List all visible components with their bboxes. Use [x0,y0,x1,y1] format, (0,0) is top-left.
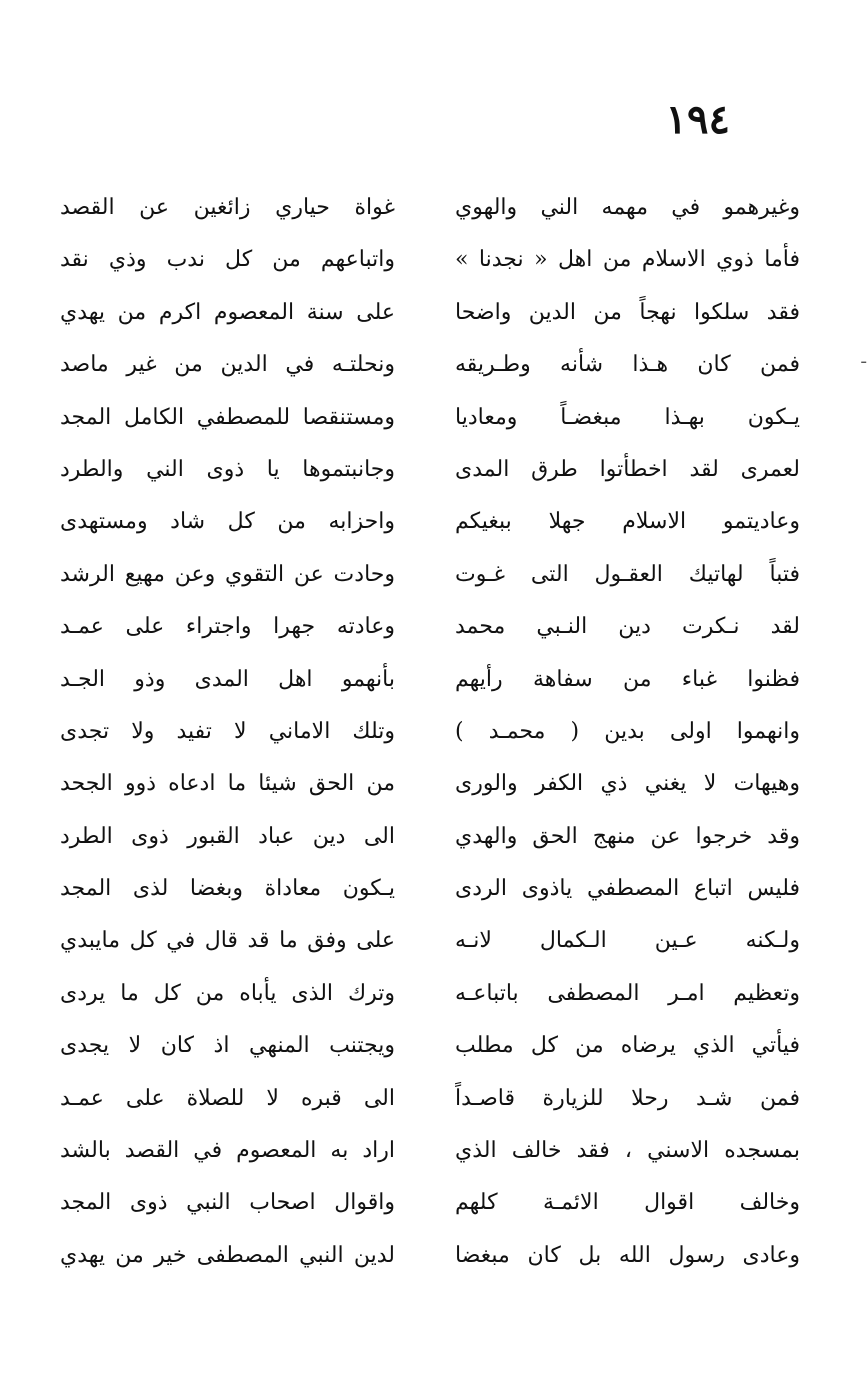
verse-right-hemistich: بمسجده الاسني ، فقد خالف الذي [455,1138,800,1164]
verse [60,1020,800,1072]
verse-right-hemistich: فيأتي الذي يرضاه من كل مطلب [455,1033,800,1059]
verse-left-hemistich: على سنة المعصوم اكرم من يهدي [60,299,395,325]
verse-right-hemistich: فقد سلكوا نهجاً من الدين واضحا [455,299,800,325]
verse-left-hemistich: واقوال اصحاب النبي ذوى المجد [60,1190,395,1216]
verse-right-hemistich: وعادى رسول الله بل كان مبغضا [455,1242,800,1268]
verse-right-hemistich: وغيرهمو في مهمه الني والهوي [455,195,800,220]
verse-left-hemistich: وعادته جهرا واجتراء على عمـد [60,614,395,640]
verse-right-hemistich: فتباً لهاتيك العقـول التى غـوت [455,561,800,587]
verse [60,1073,800,1125]
verse-right-hemistich: فمن كان هـذا شأنه وطـريقه [455,352,800,378]
page-number: ١٩٤ [665,96,730,143]
verse-right-hemistich: وتعظيم امـر المصطفى باتباعـه [455,980,800,1006]
verse-left-hemistich: وجانبتموها يا ذوى الني والطرد [60,456,395,482]
verse-left-hemistich: وتلك الاماني لا تفيد ولا تجدى [60,718,395,744]
verse-left-hemistich: واتباعهم من كل ندب وذي نقد [60,247,395,273]
verse-right-hemistich: وقد خرجوا عن منهج الحق والهدي [455,823,800,849]
verse [60,392,800,444]
verse [60,863,800,915]
verse-left-hemistich: من الحق شيئا ما ادعاه ذوو الجحد [60,771,395,797]
verse [60,496,800,548]
verse [60,549,800,601]
verse-left-hemistich: لدين النبي المصطفى خير من يهدي [60,1242,395,1268]
verse-left-hemistich: وحادت عن التقوي وعن مهيع الرشد [60,561,395,587]
verse [60,758,800,810]
verse-right-hemistich: لقد نـكرت دين النـبي محمد [455,614,800,640]
poem [60,182,800,1282]
verse-right-hemistich: فظنوا غباء من سفاهة رأيهم [455,666,800,692]
verse-right-hemistich: ولـكنه عـين الـكمال لانـه [455,928,800,954]
verse-right-hemistich: وعاديتمو الاسلام جهلا ببغيكم [455,509,800,535]
verse-right-hemistich: فليس اتباع المصطفي ياذوى الردى [455,876,800,902]
verse-left-hemistich: وترك الذى يأباه من كل ما يردى [60,980,395,1006]
verse-left-hemistich: الى قبره لا للصلاة على عمـد [60,1085,395,1111]
verse [60,601,800,653]
margin-mark: ـ [861,348,866,367]
verse-left-hemistich: ومستنقصا للمصطفي الكامل المجد [60,404,395,430]
verse-right-hemistich: وانهموا اولى بدين ( محمـد ) [455,718,800,744]
verse [60,1230,800,1282]
verse [60,287,800,339]
verse [60,1125,800,1177]
verse-left-hemistich: واحزابه من كل شاد ومستهدى [60,509,395,535]
verse-right-hemistich: وهيهات لا يغني ذي الكفر والورى [455,771,800,797]
verse-left-hemistich: يـكون معاداة وبغضا لذى المجد [60,876,395,902]
verse-left-hemistich: الى دين عباد القبور ذوى الطرد [60,823,395,849]
verse [60,706,800,758]
verse-right-hemistich: فمن شـد رحلا للزيارة قاصـداً [455,1085,800,1111]
verse [60,444,800,496]
verse [60,234,800,286]
verse-right-hemistich: وخالف اقوال الائمـة كلهم [455,1190,800,1216]
verse [60,968,800,1020]
verse-right-hemistich: فأما ذوي الاسلام من اهل « نجدنا » [455,247,800,273]
verse [60,915,800,967]
verse-left-hemistich: على وفق ما قد قال في كل مايبدي [60,928,395,954]
verse-right-hemistich: لعمرى لقد اخطأتوا طرق المدى [455,456,800,482]
verse-left-hemistich: بأنهمو اهل المدى وذو الجـد [60,666,395,692]
verse-left-hemistich: ويجتنب المنهي اذ كان لا يجدى [60,1033,395,1059]
verse [60,654,800,706]
verse-left-hemistich: غواة حياري زائغين عن القصد [60,195,395,220]
verse-left-hemistich: اراد به المعصوم في القصد بالشد [60,1138,395,1164]
verse [60,339,800,391]
verse-left-hemistich: ونحلتـه في الدين من غير ماصد [60,352,395,378]
verse-right-hemistich: يـكون بهـذا مبغضـاً ومعاديا [455,404,800,430]
verse [60,1177,800,1229]
verse [60,811,800,863]
verse [60,182,800,234]
